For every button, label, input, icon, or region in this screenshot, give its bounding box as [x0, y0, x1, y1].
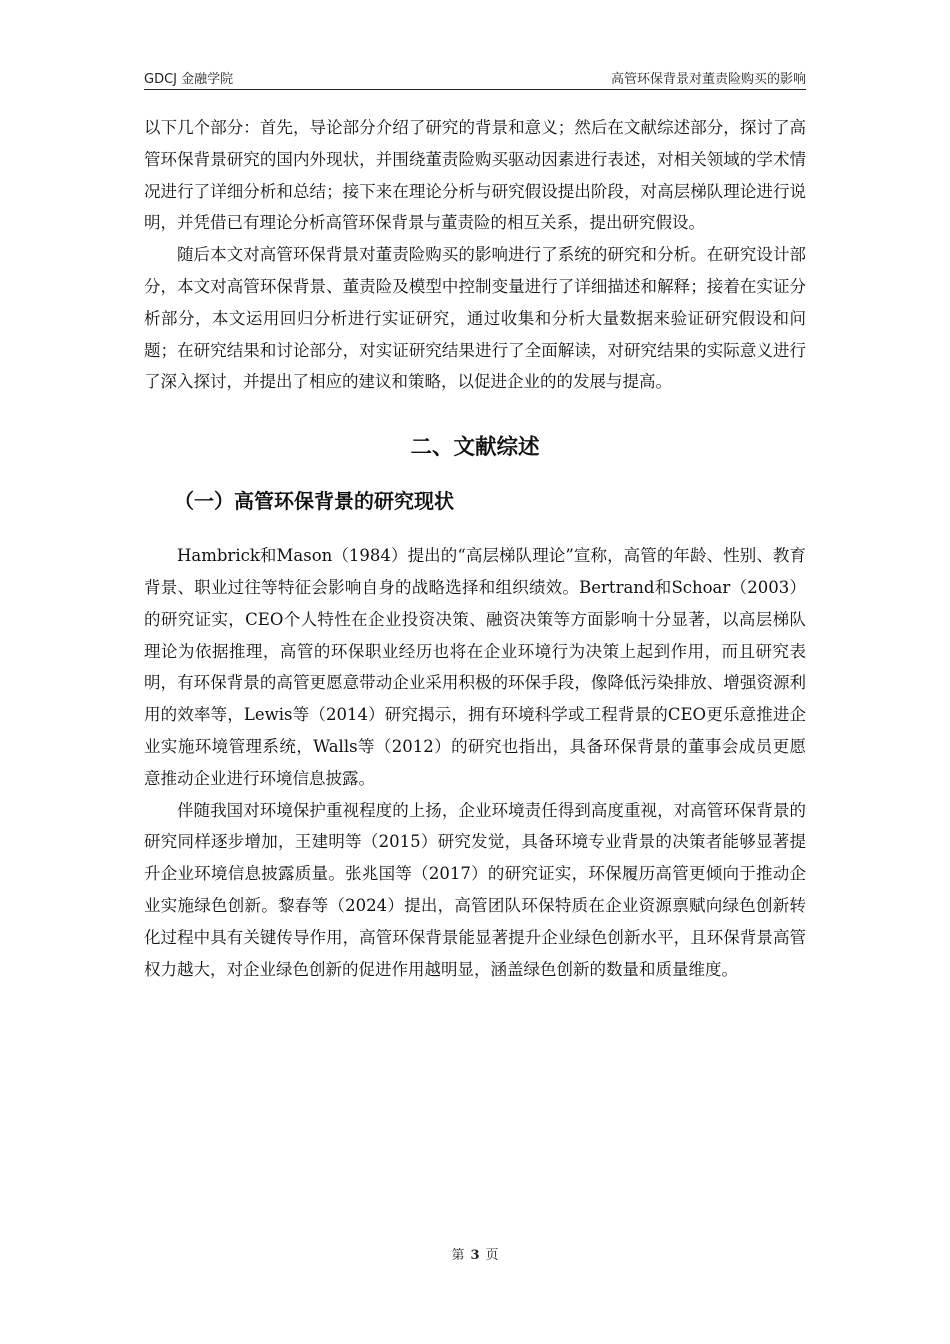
paragraph-domestic-research: 伴随我国对环境保护重视程度的上扬，企业环境责任得到高度重视，对高管环保背景的研究同样逐步增加，王建明等（2015）研究发觉，具备环境专业背景的决策者能够显著提升企业环境信息披露质量。张兆国等（2017）的研究证实，环保履历高管更倾向于推动企业实施绿色创新。黎春等（2024）提出，高管团队环保特质在企业资源禀赋向绿色创新转化过程中具有关键传导作用，高管环保背景能显著提升企业绿色创新水平，且环保背景高管权力越大，对企业绿色创新的促进作用越明显，涵盖绿色创新的数量和质量维度。 [144, 800, 806, 979]
page-header [144, 66, 806, 90]
page-footer [0, 1244, 950, 1263]
page-number-prefix: 第 [451, 1248, 465, 1263]
paragraph-upper-echelon-theory: Hambrick和Mason（1984）提出的“高层梯队理论”宣称，高管的年龄、性别、教育背景、职业过往等特征会影响自身的战略选择和组织绩效。Bertrand和Schoar（2003）的研究证实，CEO个人特性在企业投资决策、融资决策等方面影响十分显著，以高层梯队理论为依据推理，高管的环保职业经历也将在企业环境行为决策上起到作用，而且研究表明，有环保背景的高管更愿意带动企业采用积极的环保手段，像降低污染排放、增强资源利用的效率等，Lewis等（2014）研究揭示，拥有环境科学或工程背景的CEO更乐意推进企业实施环境管理系统，Walls等（2012）的研究也指出，具备环保背景的董事会成员更愿意推动企业进行环境信息披露。 [144, 546, 806, 788]
subsection-title: （一）高管环保背景的研究现状 [174, 489, 454, 514]
header-institution: GDCJ 金融学院 [144, 72, 234, 87]
page-number-suffix: 页 [485, 1248, 499, 1263]
header-paper-title: 高管环保背景对董责险购买的影响 [610, 72, 806, 87]
paragraph-research-overview: 随后本文对高管环保背景对董责险购买的影响进行了系统的研究和分析。在研究设计部分，本文对高管环保背景、董责险及模型中控制变量进行了详细描述和解释；接着在实证分析部分，本文运用回归分析进行实证研究，通过收集和分析大量数据来验证研究假设和问题；在研究结果和讨论部分，对实证研究结果进行了全面解读，对研究结果的实际意义进行了深入探讨，并提出了相应的建议和策略，以促进企业的的发展与提高。 [144, 245, 806, 392]
section-title: 二、文献综述 [410, 435, 540, 461]
page-body [144, 112, 806, 985]
page-number: 3 [470, 1248, 480, 1263]
paragraph-continuation: 以下几个部分：首先，导论部分介绍了研究的背景和意义；然后在文献综述部分，探讨了高管环保背景研究的国内外现状，并围绕董责险购买驱动因素进行表述，对相关领域的学术情况进行了详细分析和总结；接下来在理论分析与研究假设提出阶段，对高层梯队理论进行说明，并凭借已有理论分析高管环保背景与董责险的相互关系，提出研究假设。 [144, 118, 806, 233]
